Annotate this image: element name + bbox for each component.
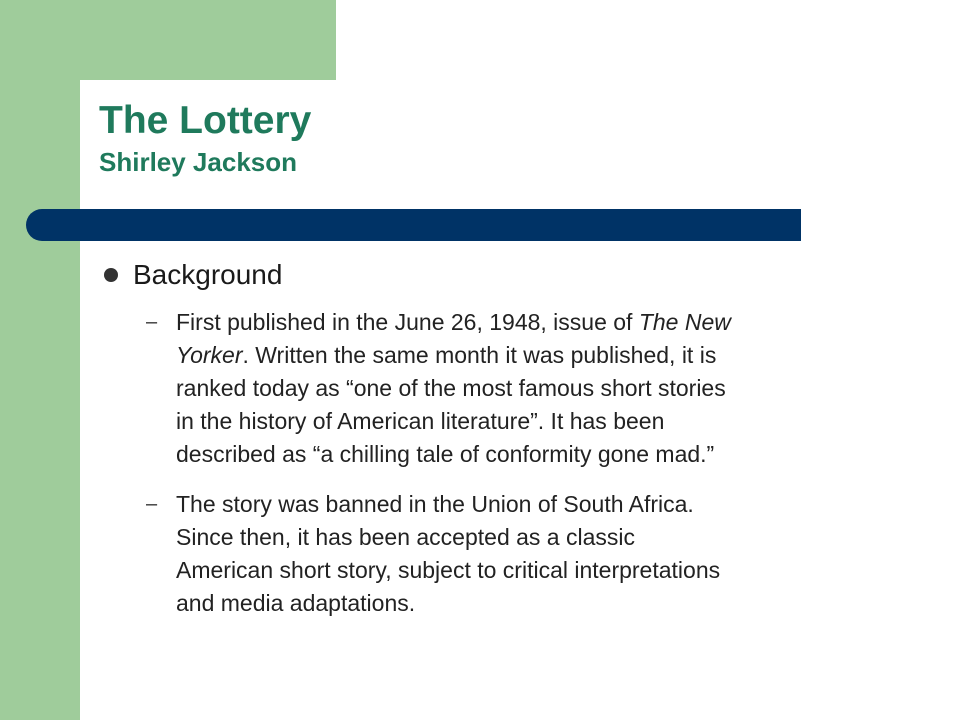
text-line: The story was banned in the Union of South Africa. <box>176 491 694 517</box>
slide-title: The Lottery <box>99 99 312 142</box>
text-line: Yorker. Written the same month it was published, it is <box>176 342 717 368</box>
text-line: described as “a chilling tale of conformity gone mad.” <box>176 441 715 467</box>
bullet-dot-icon <box>104 268 118 282</box>
title-divider-bar <box>26 209 801 241</box>
magazine-title: The New <box>638 309 731 335</box>
bullet-background <box>104 258 282 292</box>
green-side-band <box>0 0 80 720</box>
sub-bullet-text <box>176 488 896 620</box>
text-line: in the history of American literature”. It has been <box>176 408 665 434</box>
slide-subtitle: Shirley Jackson <box>99 147 297 177</box>
sub-bullet-text <box>176 306 896 471</box>
text-line: ranked today as “one of the most famous short stories <box>176 375 726 401</box>
green-top-block <box>80 0 336 80</box>
text-line: and media adaptations. <box>176 590 416 616</box>
text-line: Since then, it has been accepted as a classic <box>176 524 636 550</box>
dash-icon: – <box>146 311 158 333</box>
text-line: First published in the June 26, 1948, issue of The New <box>176 309 731 335</box>
bullet-label: Background <box>133 259 283 290</box>
text-line: American short story, subject to critical interpretations <box>176 557 721 583</box>
magazine-title: Yorker <box>176 342 243 368</box>
dash-icon: – <box>146 493 158 515</box>
